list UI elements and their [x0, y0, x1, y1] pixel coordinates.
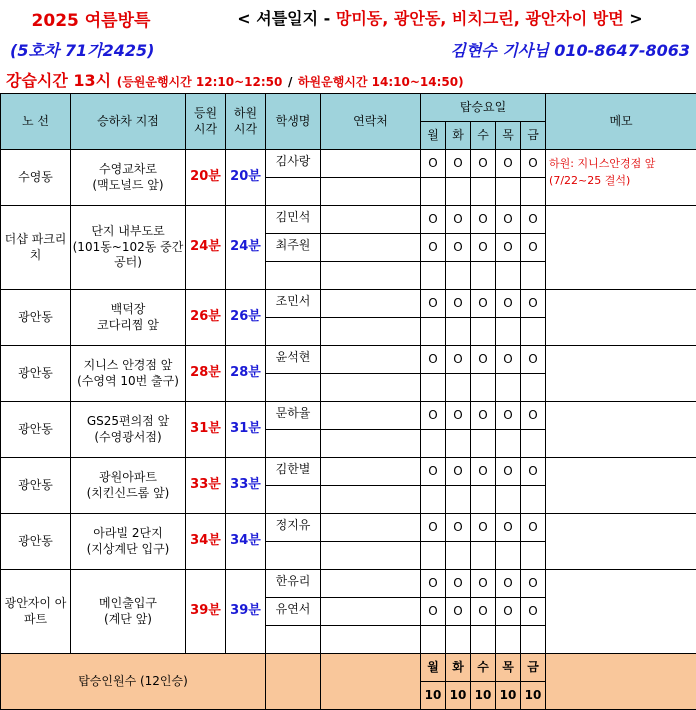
ride-mark-cell[interactable]: O [521, 150, 546, 178]
ride-mark-cell[interactable]: O [446, 570, 471, 598]
ride-mark-cell[interactable]: O [446, 598, 471, 626]
student-name-cell [266, 542, 321, 570]
student-name-cell: 윤석현 [266, 346, 321, 374]
ride-mark-cell[interactable]: O [521, 458, 546, 486]
contact-cell[interactable] [321, 318, 421, 346]
depart-time-cell: 33분 [186, 458, 226, 514]
ride-mark-cell[interactable] [471, 626, 496, 654]
route-cell: 광안동 [1, 458, 71, 514]
ride-mark-cell[interactable]: O [446, 402, 471, 430]
contact-cell[interactable] [321, 486, 421, 514]
stop-cell: GS25편의점 앞 (수영광서점) [71, 402, 186, 458]
ride-mark-cell[interactable]: O [421, 206, 446, 234]
col-return: 하원 시각 [226, 94, 266, 150]
ride-mark-cell[interactable]: O [471, 346, 496, 374]
contact-cell[interactable] [321, 542, 421, 570]
footer-blank [321, 654, 421, 710]
contact-cell[interactable] [321, 262, 421, 290]
col-day: 월 [421, 122, 446, 150]
memo-cell[interactable] [546, 570, 696, 654]
route-cell: 수영동 [1, 150, 71, 206]
route-cell: 광안동 [1, 514, 71, 570]
return-time-cell: 28분 [226, 346, 266, 402]
memo-cell[interactable] [546, 206, 696, 290]
ride-mark-cell[interactable]: O [421, 290, 446, 318]
footer-day: 월 [421, 654, 446, 682]
ride-mark-cell[interactable]: O [496, 234, 521, 262]
return-time-cell: 26분 [226, 290, 266, 346]
student-name-cell: 정지유 [266, 514, 321, 542]
ride-mark-cell[interactable] [496, 486, 521, 514]
ride-mark-cell[interactable] [521, 318, 546, 346]
ride-mark-cell[interactable]: O [446, 346, 471, 374]
ride-mark-cell[interactable] [496, 178, 521, 206]
go-time: (등원운행시간 12:10~12:50 [117, 75, 283, 89]
footer-day: 금 [521, 654, 546, 682]
ride-mark-cell[interactable] [471, 262, 496, 290]
ride-mark-cell[interactable]: O [471, 402, 496, 430]
ride-mark-cell[interactable]: O [521, 514, 546, 542]
student-name-cell [266, 178, 321, 206]
route-cell: 광안동 [1, 402, 71, 458]
col-route: 노 선 [1, 94, 71, 150]
stop-cell: 광원아파트 (치킨신드롬 앞) [71, 458, 186, 514]
shuttle-table [0, 93, 696, 710]
ride-mark-cell[interactable] [446, 262, 471, 290]
depart-time-cell: 31분 [186, 402, 226, 458]
student-name-cell: 조민서 [266, 290, 321, 318]
table-row [1, 290, 696, 318]
vehicle-info: (5호차 71가2425) [10, 38, 180, 61]
ride-mark-cell[interactable] [421, 318, 446, 346]
ride-mark-cell[interactable]: O [471, 458, 496, 486]
ride-mark-cell[interactable] [496, 318, 521, 346]
ride-mark-cell[interactable] [421, 262, 446, 290]
ride-mark-cell[interactable]: O [521, 290, 546, 318]
contact-cell[interactable] [321, 374, 421, 402]
memo-cell[interactable] [546, 346, 696, 402]
subtitle-prefix: < 셔틀일지 - [237, 9, 336, 28]
ride-mark-cell[interactable] [521, 486, 546, 514]
memo-cell[interactable] [546, 402, 696, 458]
ride-mark-cell[interactable]: O [421, 514, 446, 542]
student-name-cell [266, 486, 321, 514]
col-contact: 연락처 [321, 94, 421, 150]
table-row [1, 514, 696, 542]
ride-mark-cell[interactable]: O [471, 206, 496, 234]
student-name-cell [266, 318, 321, 346]
ride-mark-cell[interactable] [446, 374, 471, 402]
ride-mark-cell[interactable]: O [471, 234, 496, 262]
ride-mark-cell[interactable] [521, 262, 546, 290]
sheet-title: 2025 여름방특 [6, 6, 176, 31]
ride-mark-cell[interactable]: O [471, 150, 496, 178]
student-name-cell: 김한별 [266, 458, 321, 486]
ride-mark-cell[interactable]: O [521, 402, 546, 430]
ride-mark-cell[interactable] [471, 486, 496, 514]
depart-time-cell: 20분 [186, 150, 226, 206]
stop-cell: 지니스 안경점 앞 (수영역 10번 출구) [71, 346, 186, 402]
driver-info: 김현수 기사님 010-8647-8063 [390, 38, 690, 61]
stop-cell: 단지 내부도로 (101동~102동 중간 공터) [71, 206, 186, 290]
ride-mark-cell[interactable] [471, 430, 496, 458]
col-day: 목 [496, 122, 521, 150]
ride-mark-cell[interactable]: O [471, 598, 496, 626]
ride-mark-cell[interactable] [521, 178, 546, 206]
ride-mark-cell[interactable]: O [496, 598, 521, 626]
subtitle-suffix: > [624, 9, 643, 28]
return-time-cell: 31분 [226, 402, 266, 458]
col-memo: 메모 [546, 94, 696, 150]
footer-label: 탑승인원수 (12인승) [1, 654, 266, 710]
col-stop: 승하차 지점 [71, 94, 186, 150]
depart-time-cell: 24분 [186, 206, 226, 290]
col-depart: 등원 시각 [186, 94, 226, 150]
ride-mark-cell[interactable]: O [471, 514, 496, 542]
contact-cell[interactable] [321, 598, 421, 626]
memo-cell[interactable]: 하원: 지니스안경점 앞 (7/22~25 결석) [546, 150, 696, 206]
memo-cell[interactable] [546, 514, 696, 570]
ride-mark-cell[interactable]: O [496, 514, 521, 542]
ride-mark-cell[interactable]: O [471, 290, 496, 318]
col-day: 금 [521, 122, 546, 150]
student-name-cell: 김민석 [266, 206, 321, 234]
footer-day-total: 10 [421, 682, 446, 710]
ride-mark-cell[interactable] [521, 374, 546, 402]
ride-mark-cell[interactable] [446, 318, 471, 346]
contact-cell[interactable] [321, 178, 421, 206]
return-time-cell: 24분 [226, 206, 266, 290]
contact-cell[interactable] [321, 458, 421, 486]
route-cell: 광안동 [1, 346, 71, 402]
ride-mark-cell[interactable] [521, 430, 546, 458]
ride-mark-cell[interactable] [421, 542, 446, 570]
table-row [1, 206, 696, 234]
contact-cell[interactable] [321, 234, 421, 262]
contact-cell[interactable] [321, 346, 421, 374]
footer-day-total: 10 [446, 682, 471, 710]
table-row [1, 570, 696, 598]
contact-cell[interactable] [321, 206, 421, 234]
footer-day: 수 [471, 654, 496, 682]
contact-cell[interactable] [321, 514, 421, 542]
return-time-cell: 34분 [226, 514, 266, 570]
ride-mark-cell[interactable]: O [471, 570, 496, 598]
student-name-cell: 유연서 [266, 598, 321, 626]
footer-memo [546, 654, 696, 710]
stop-cell: 백덕장 코다리찜 앞 [71, 290, 186, 346]
stop-cell: 수영교차로 (맥도널드 앞) [71, 150, 186, 206]
ride-mark-cell[interactable]: O [446, 234, 471, 262]
contact-cell[interactable] [321, 290, 421, 318]
student-name-cell: 최주원 [266, 234, 321, 262]
lesson-time: 강습시간 13시 [6, 71, 111, 90]
ride-mark-cell[interactable]: O [421, 598, 446, 626]
table-row [1, 402, 696, 430]
depart-time-cell: 39분 [186, 570, 226, 654]
ride-mark-cell[interactable] [496, 374, 521, 402]
ride-mark-cell[interactable] [421, 626, 446, 654]
ride-mark-cell[interactable] [446, 430, 471, 458]
col-day: 수 [471, 122, 496, 150]
return-time-cell: 39분 [226, 570, 266, 654]
route-cell: 광안자이 아파트 [1, 570, 71, 654]
student-name-cell: 문하율 [266, 402, 321, 430]
footer-day-total: 10 [496, 682, 521, 710]
table-row [1, 458, 696, 486]
ride-mark-cell[interactable] [446, 626, 471, 654]
footer-row [1, 654, 696, 682]
ride-mark-cell[interactable] [446, 486, 471, 514]
ride-mark-cell[interactable]: O [446, 514, 471, 542]
ride-mark-cell[interactable]: O [521, 234, 546, 262]
ride-mark-cell[interactable]: O [521, 206, 546, 234]
ride-mark-cell[interactable]: O [421, 234, 446, 262]
table-row [1, 150, 696, 178]
ride-mark-cell[interactable] [496, 262, 521, 290]
ride-mark-cell[interactable] [446, 542, 471, 570]
student-name-cell [266, 430, 321, 458]
col-day: 화 [446, 122, 471, 150]
ride-mark-cell[interactable] [421, 430, 446, 458]
footer-blank [266, 654, 321, 710]
table-row [1, 346, 696, 374]
footer-day-total: 10 [471, 682, 496, 710]
student-name-cell [266, 262, 321, 290]
subtitle-area: 망미동, 광안동, 비치그린, 광안자이 방면 [336, 9, 624, 28]
ride-mark-cell[interactable] [421, 486, 446, 514]
ride-mark-cell[interactable]: O [521, 346, 546, 374]
depart-time-cell: 34분 [186, 514, 226, 570]
ride-mark-cell[interactable]: O [421, 402, 446, 430]
col-student: 학생명 [266, 94, 321, 150]
ride-mark-cell[interactable]: O [446, 290, 471, 318]
ride-mark-cell[interactable]: O [446, 458, 471, 486]
memo-cell[interactable] [546, 458, 696, 514]
depart-time-cell: 28분 [186, 346, 226, 402]
footer-day: 목 [496, 654, 521, 682]
ride-mark-cell[interactable] [496, 542, 521, 570]
student-name-cell: 한유리 [266, 570, 321, 598]
depart-time-cell: 26분 [186, 290, 226, 346]
route-cell: 더샵 파크리치 [1, 206, 71, 290]
ride-mark-cell[interactable] [471, 178, 496, 206]
ride-mark-cell[interactable]: O [421, 150, 446, 178]
ride-mark-cell[interactable]: O [496, 150, 521, 178]
ride-mark-cell[interactable] [446, 178, 471, 206]
sheet-subtitle [190, 6, 690, 29]
time-separator: / [288, 75, 292, 89]
ride-mark-cell[interactable] [471, 542, 496, 570]
ride-mark-cell[interactable]: O [496, 346, 521, 374]
stop-cell: 메인출입구 (계단 앞) [71, 570, 186, 654]
ride-mark-cell[interactable]: O [421, 346, 446, 374]
footer-day: 화 [446, 654, 471, 682]
ride-mark-cell[interactable] [521, 542, 546, 570]
ride-mark-cell[interactable]: O [521, 570, 546, 598]
col-ride-days: 탑승요일 [421, 94, 546, 122]
contact-cell[interactable] [321, 402, 421, 430]
ride-mark-cell[interactable]: O [446, 150, 471, 178]
lesson-time-line [6, 68, 696, 91]
ride-mark-cell[interactable]: O [496, 206, 521, 234]
ride-mark-cell[interactable] [496, 626, 521, 654]
return-time-cell: 33분 [226, 458, 266, 514]
ride-mark-cell[interactable] [471, 318, 496, 346]
ride-mark-cell[interactable]: O [521, 598, 546, 626]
ride-mark-cell[interactable]: O [496, 402, 521, 430]
route-cell: 광안동 [1, 290, 71, 346]
ride-mark-cell[interactable] [471, 374, 496, 402]
ride-mark-cell[interactable]: O [496, 570, 521, 598]
ride-mark-cell[interactable]: O [421, 458, 446, 486]
student-name-cell [266, 626, 321, 654]
ride-mark-cell[interactable]: O [421, 570, 446, 598]
ride-mark-cell[interactable]: O [496, 290, 521, 318]
contact-cell[interactable] [321, 150, 421, 178]
student-name-cell [266, 374, 321, 402]
ride-mark-cell[interactable] [421, 374, 446, 402]
contact-cell[interactable] [321, 570, 421, 598]
ride-mark-cell[interactable] [421, 178, 446, 206]
ride-mark-cell[interactable] [496, 430, 521, 458]
memo-cell[interactable] [546, 290, 696, 346]
student-name-cell: 김사랑 [266, 150, 321, 178]
contact-cell[interactable] [321, 626, 421, 654]
return-time: 하원운행시간 14:10~14:50) [298, 75, 464, 89]
ride-mark-cell[interactable] [521, 626, 546, 654]
contact-cell[interactable] [321, 430, 421, 458]
footer-day-total: 10 [521, 682, 546, 710]
ride-mark-cell[interactable]: O [496, 458, 521, 486]
ride-mark-cell[interactable]: O [446, 206, 471, 234]
table-body [1, 94, 696, 710]
return-time-cell: 20분 [226, 150, 266, 206]
stop-cell: 아라빌 2단지 (지상계단 입구) [71, 514, 186, 570]
